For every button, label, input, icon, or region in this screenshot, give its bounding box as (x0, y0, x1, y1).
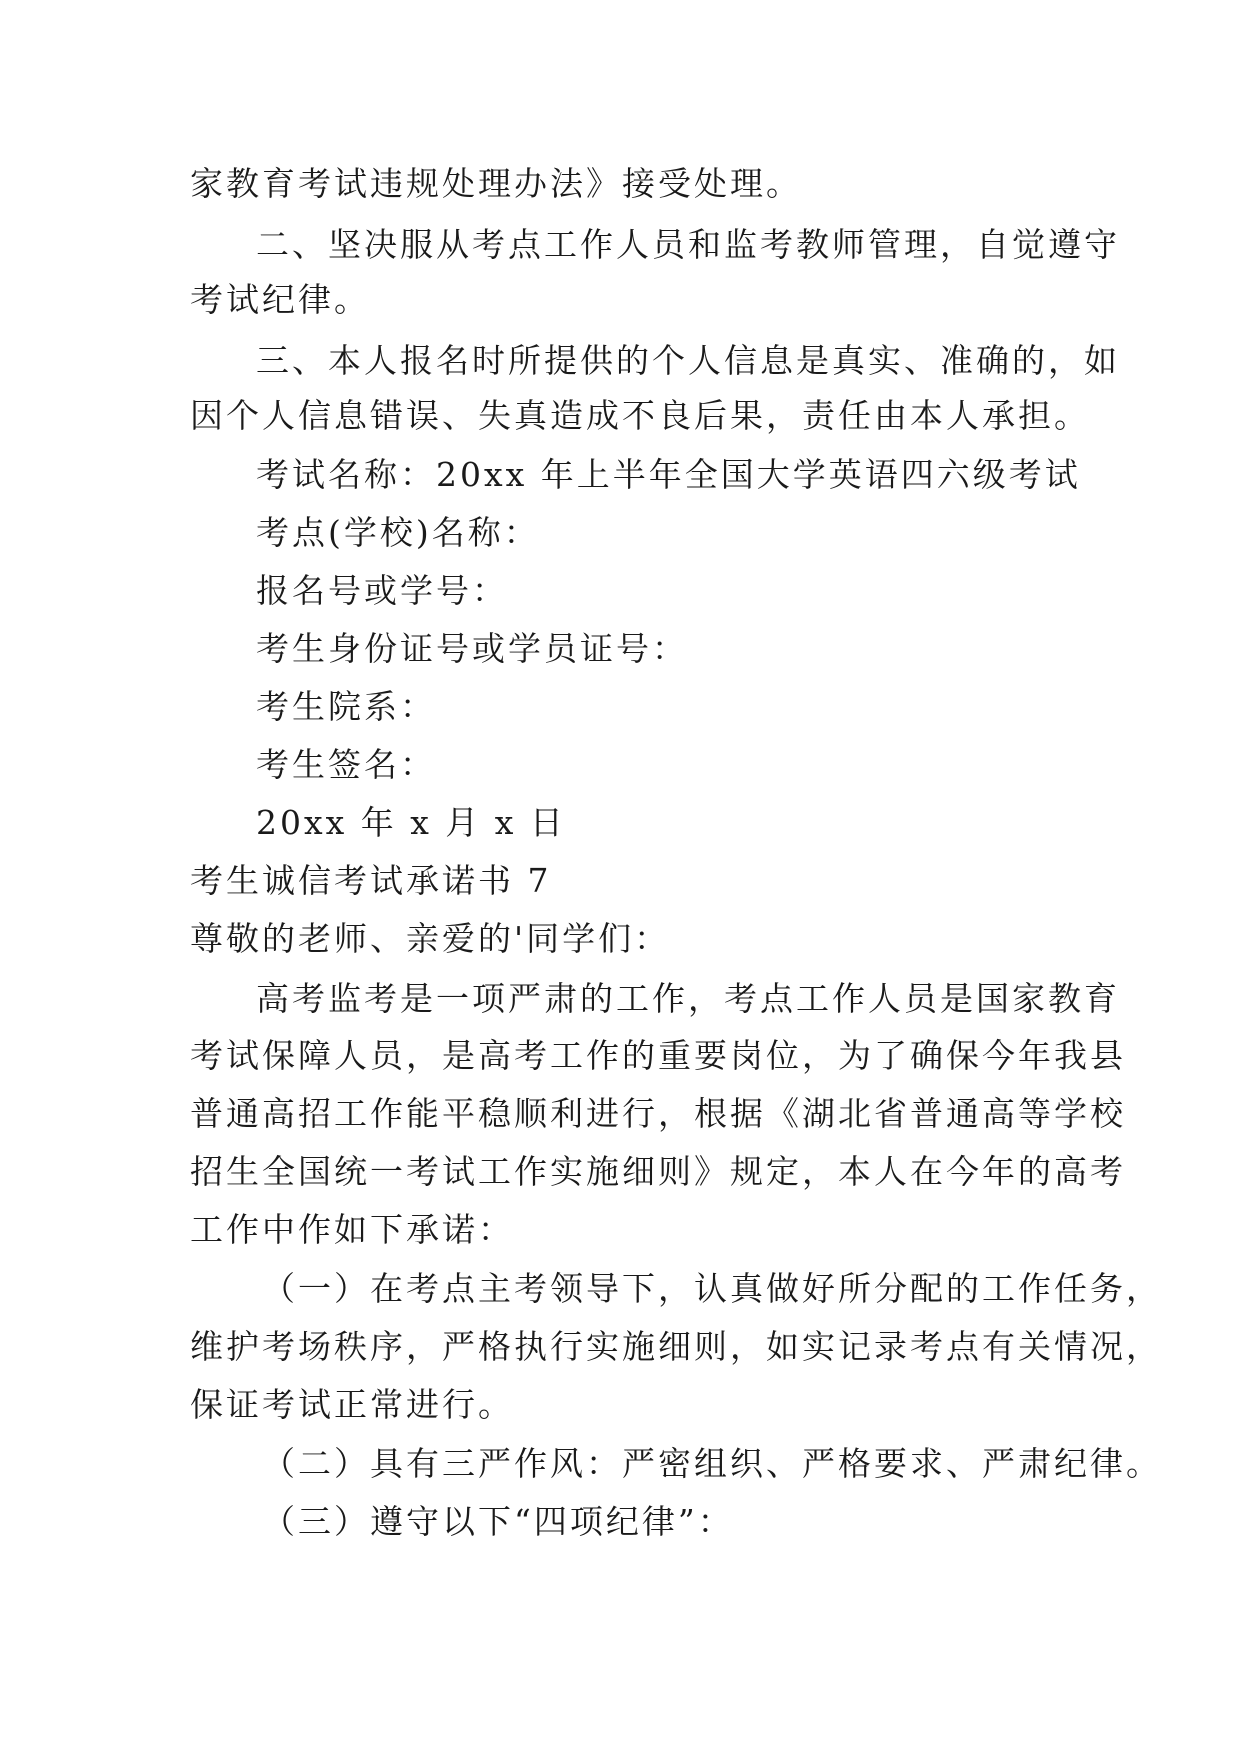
text-line-19: 工作中作如下承诺： (190, 1210, 514, 1249)
text-line-21: 维护考场秩序，严格执行实施细则，如实记录考点有关情况， (190, 1327, 1162, 1366)
text-line-1: 家教育考试违规处理办法》接受处理。 (190, 164, 802, 203)
text-line-3: 考试纪律。 (190, 280, 370, 319)
exam-site-line: 考点(学校)名称： (256, 513, 540, 552)
text-line-16: 考试保障人员，是高考工作的重要岗位，为了确保今年我县 (190, 1036, 1126, 1075)
text-line-15: 高考监考是一项严肃的工作，考点工作人员是国家教育 (256, 979, 1120, 1018)
text-line-2: 二、坚决服从考点工作人员和监考教师管理，自觉遵守 (256, 225, 1120, 264)
text-line-22: 保证考试正常进行。 (190, 1385, 514, 1424)
date-line: 20xx 年 x 月 x 日 (256, 803, 566, 842)
text-line-17: 普通高招工作能平稳顺利进行，根据《湖北省普通高等学校 (190, 1094, 1126, 1133)
id-number-line: 考生身份证号或学员证号： (256, 629, 688, 668)
commitment-item-3: （三）遵守以下“四项纪律”： (262, 1502, 734, 1541)
commitment-item-2: （二）具有三严作风：严密组织、严格要求、严肃纪律。 (262, 1444, 1162, 1483)
text-line-18: 招生全国统一考试工作实施细则》规定，本人在今年的高考 (190, 1152, 1126, 1191)
exam-name-line: 考试名称：20xx 年上半年全国大学英语四六级考试 (256, 455, 1081, 494)
signature-line: 考生签名： (256, 745, 436, 784)
commitment-item-1: （一）在考点主考领导下，认真做好所分配的工作任务， (262, 1269, 1162, 1308)
salutation-line: 尊敬的老师、亲爱的'同学们： (190, 919, 671, 958)
section-title: 考生诚信考试承诺书 7 (190, 861, 552, 900)
text-line-5: 因个人信息错误、失真造成不良后果，责任由本人承担。 (190, 396, 1090, 435)
registration-number-line: 报名号或学号： (256, 571, 508, 610)
department-line: 考生院系： (256, 687, 436, 726)
text-line-4: 三、本人报名时所提供的个人信息是真实、准确的，如 (256, 341, 1120, 380)
